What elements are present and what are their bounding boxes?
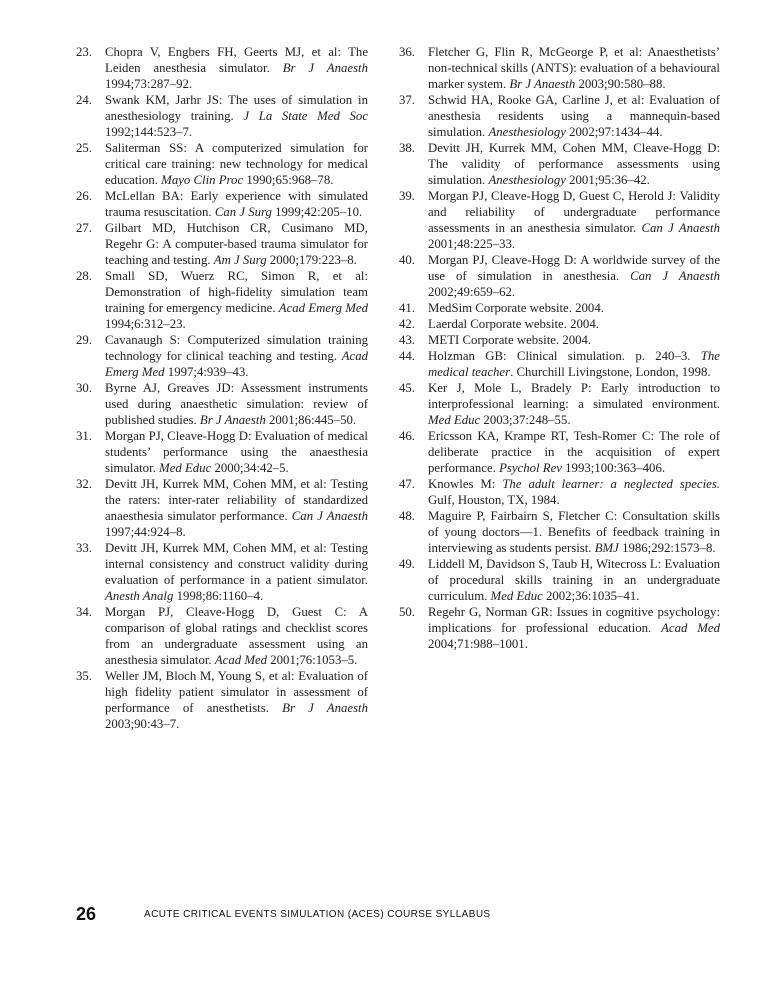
reference-text: Fletcher G, Flin R, McGeorge P, et al: Anaesthetists’ non-technical skills (ANTS): evaluation of a behavioural marker system. [428,45,720,91]
reference-text: Chopra V, Engbers FH, Geerts MJ, et al: The Leiden anesthesia simulator. [105,45,368,75]
reference-citation: 2001;95:36–42. [565,173,650,187]
reference-text: Saliterman SS: A computerized simulation for critical care training: new technology for medical education. [105,141,368,187]
reference-item [399,508,720,556]
reference-number: 34. [76,605,92,619]
reference-text: Morgan PJ, Cleave-Hogg D, Guest C: A comparison of global ratings and checklist scores from an undergraduate assessment using an anesthesia simulator. [105,605,368,667]
reference-citation: 2003;37:248–55. [480,413,571,427]
reference-number: 42. [399,317,415,331]
reference-journal: Acad Med [661,621,720,635]
reference-text: Byrne AJ, Greaves JD: Assessment instruments used during anaesthetic simulation: review of published studies. [105,381,368,427]
reference-text: Maguire P, Fairbairn S, Fletcher C: Consultation skills of young doctors—1. Benefits of feedback training in interviewing as students persist. [428,509,720,555]
reference-citation: 1992;144:523–7. [105,125,193,139]
reference-text: Weller JM, Bloch M, Young S, et al: Evaluation of high fidelity patient simulator in assessment of performance of anesthetists. [105,669,368,715]
reference-citation: 2001;86:445–50. [265,413,357,427]
reference-item [399,604,720,652]
reference-journal: The medical teacher [428,349,720,379]
reference-number: 25. [76,141,92,155]
reference-text: Swank KM, Jarhr JS: The uses of simulation in anesthesiology training. [105,93,368,123]
reference-item [76,92,368,140]
reference-citation: . Churchill Livingstone, London, 1998. [510,365,711,379]
references-right-column [399,44,720,652]
reference-citation: 2001;76:1053–5. [267,653,358,667]
reference-journal: Med Educ [428,413,481,427]
reference-text: Small SD, Wuerz RC, Simon R, et al: Demonstration of high-fidelity simulation team training for emergency medicine. [105,269,368,315]
reference-number: 39. [399,189,415,203]
reference-journal: Acad Emerg Med [105,349,368,379]
reference-number: 45. [399,381,415,395]
page-footer [76,904,696,928]
reference-text: Laerdal Corporate website. 2004. [428,317,599,331]
reference-journal: Acad Med [214,653,268,667]
reference-item [399,44,720,92]
reference-item [76,428,368,476]
reference-text: Devitt JH, Kurrek MM, Cohen MM, et al: Testing the raters: inter-rater reliability of standardized anaesthesia simulator performance. [105,477,368,523]
reference-citation: 2002;36:1035–41. [542,589,640,603]
reference-journal: Psychol Rev [499,461,562,475]
reference-text: Cavanaugh S: Computerized simulation training technology for clinical teaching and testing. [105,333,368,363]
reference-journal: Mayo Clin Proc [161,173,244,187]
reference-number: 36. [399,45,415,59]
reference-citation: 2000;179:223–8. [266,253,357,267]
reference-number: 35. [76,669,92,683]
reference-number: 33. [76,541,92,555]
reference-item [76,44,368,92]
reference-citation: 1990;65:968–78. [243,173,334,187]
reference-text: Schwid HA, Rooke GA, Carline J, et al: Evaluation of anesthesia residents using a mannequin-based simulation. [428,93,720,139]
reference-item [399,140,720,188]
page-number: 26 [76,904,97,924]
reference-item [76,476,368,540]
reference-journal: The adult learner: a neglected species. [502,477,721,491]
references-left-column [76,44,368,732]
reference-number: 48. [399,509,415,523]
reference-number: 50. [399,605,415,619]
reference-item [76,668,368,732]
reference-item [76,140,368,188]
reference-journal: Br J Anaesth [509,77,576,91]
reference-journal: Med Educ [159,461,212,475]
reference-citation: 1994;73:287–92. [105,77,193,91]
reference-item [76,332,368,380]
reference-text: McLellan BA: Early experience with simulated trauma resuscitation. [105,189,368,219]
reference-citation: 2000;34:42–5. [211,461,289,475]
reference-item [76,268,368,332]
reference-number: 30. [76,381,92,395]
reference-text: Gilbart MD, Hutchison CR, Cusimano MD, Regehr G: A computer-based trauma simulator for teaching and testing. [105,221,368,267]
reference-number: 31. [76,429,92,443]
reference-journal: Can J Anaesth [291,509,368,523]
reference-citation: 2001;48:225–33. [428,237,516,251]
reference-text: Knowles M: [428,477,503,491]
reference-item [399,476,720,508]
reference-journal: Acad Emerg Med [278,301,368,315]
reference-number: 44. [399,349,415,363]
reference-text: Morgan PJ, Cleave-Hogg D: Evaluation of medical students’ performance using the anaesthesia simulator. [105,429,368,475]
reference-journal: Anesthesiology [488,173,566,187]
reference-number: 24. [76,93,92,107]
reference-item [399,300,720,316]
reference-number: 38. [399,141,415,155]
reference-number: 23. [76,45,92,59]
reference-journal: Anesth Analg [105,589,174,603]
reference-text: Devitt JH, Kurrek MM, Cohen MM, Cleave-Hogg D: The validity of performance assessments using simulation. [428,141,720,187]
reference-number: 37. [399,93,415,107]
reference-journal: J La State Med Soc [243,109,368,123]
reference-journal: Med Educ [490,589,543,603]
reference-item [399,92,720,140]
reference-text: MedSim Corporate website. 2004. [428,301,604,315]
reference-number: 41. [399,301,415,315]
running-title: ACUTE CRITICAL EVENTS SIMULATION (ACES) COURSE SYLLABUS [144,909,491,920]
reference-journal: Can J Anaesth [630,269,720,283]
reference-text: Regehr G, Norman GR: Issues in cognitive psychology: implications for professional education. [428,605,720,635]
reference-text: Ker J, Mole L, Bradely P: Early introduction to interprofessional learning: a simulated environment. [428,381,720,411]
reference-journal: Can J Anaesth [641,221,720,235]
reference-citation: Gulf, Houston, TX, 1984. [428,493,560,507]
reference-item [399,316,720,332]
reference-citation: 1997;44:924–8. [105,525,186,539]
reference-citation: 1994;6:312–23. [105,317,186,331]
reference-citation: 2002;49:659–62. [428,285,516,299]
reference-item [76,220,368,268]
reference-number: 46. [399,429,415,443]
reference-journal: BMJ [594,541,619,555]
reference-text: Liddell M, Davidson S, Taub H, Witecross L: Evaluation of procedural skills training in an undergraduate curriculum. [428,557,720,603]
reference-text: Morgan PJ, Cleave-Hogg D, Guest C, Herold J: Validity and reliability of undergraduate performance assessments in an anesthesia simulator. [428,189,720,235]
reference-journal: Can J Surg [214,205,272,219]
reference-journal: Br J Anaesth [282,701,369,715]
reference-item [76,604,368,668]
reference-item [399,188,720,252]
reference-citation: 1997;4:939–43. [164,365,249,379]
reference-number: 40. [399,253,415,267]
reference-number: 32. [76,477,92,491]
reference-number: 49. [399,557,415,571]
reference-number: 27. [76,221,92,235]
reference-number: 28. [76,269,92,283]
reference-citation: 2004;71:988–1001. [428,637,528,651]
reference-text: Holzman GB: Clinical simulation. p. 240–3. [428,349,701,363]
reference-journal: Anesthesiology [488,125,566,139]
reference-citation: 2003;90:580–88. [575,77,666,91]
reference-journal: Br J Anaesth [199,413,266,427]
reference-citation: 2002;97:1434–44. [565,125,663,139]
reference-text: Ericsson KA, Krampe RT, Tesh-Romer C: The role of deliberate practice in the acquisition of expert performance. [428,429,720,475]
reference-item [399,332,720,348]
reference-citation: 2003;90:43–7. [105,717,180,731]
reference-citation: 1986;292:1573–8. [618,541,716,555]
reference-item [76,540,368,604]
reference-citation: 1998;86:1160–4. [173,589,264,603]
reference-number: 47. [399,477,415,491]
reference-citation: 1993;100:363–406. [561,461,666,475]
reference-text: METI Corporate website. 2004. [428,333,592,347]
reference-journal: Br J Anaesth [282,61,369,75]
reference-text: Morgan PJ, Cleave-Hogg D: A worldwide survey of the use of simulation in anesthesia. [428,253,720,283]
reference-item [399,380,720,428]
reference-number: 29. [76,333,92,347]
reference-item [399,252,720,300]
reference-journal: Am J Surg [213,253,267,267]
reference-number: 26. [76,189,92,203]
reference-text: Devitt JH, Kurrek MM, Cohen MM, et al: Testing internal consistency and construct validity during evaluation of performance in a patient simulator. [105,541,368,587]
reference-item [399,428,720,476]
reference-item [76,380,368,428]
reference-item [399,348,720,380]
reference-item [399,556,720,604]
reference-number: 43. [399,333,415,347]
reference-item [76,188,368,220]
reference-citation: 1999;42:205–10. [271,205,363,219]
